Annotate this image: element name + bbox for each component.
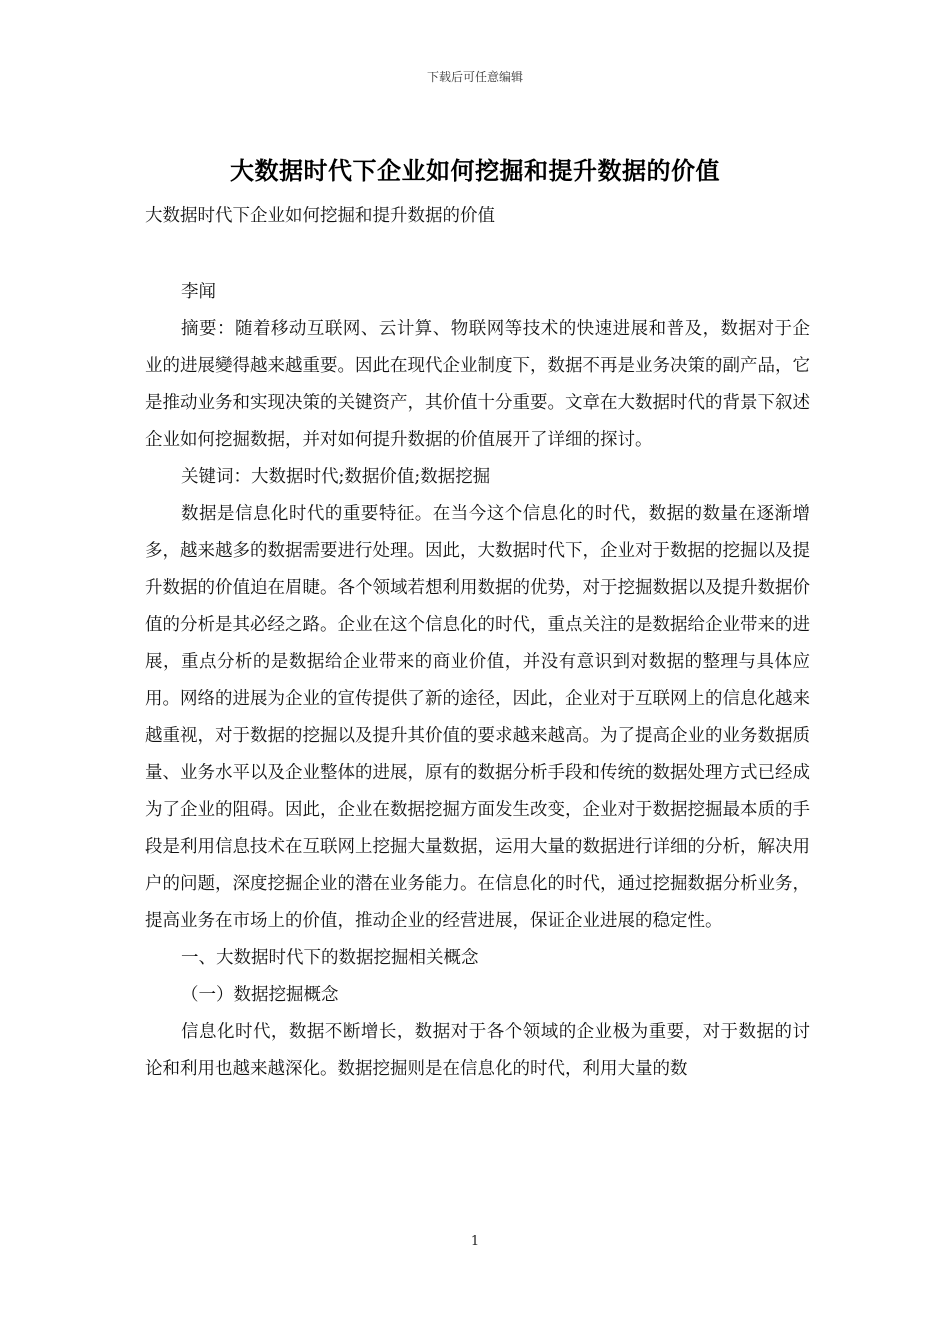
section-heading: 一、大数据时代下的数据挖掘相关概念 bbox=[181, 948, 479, 968]
keywords-line: 关键词：大数据时代;数据价值;数据挖掘 bbox=[181, 467, 491, 487]
subsection-paragraph: 信息化时代，数据不断增长，数据对于各个领域的企业极为重要，对于数据的讨论和利用也越来越深化。数据挖掘则是在信息化的时代，利用大量的数 bbox=[145, 1022, 810, 1079]
intro-paragraph: 数据是信息化时代的重要特征。在当今这个信息化的时代，数据的数量在逐渐增多，越来越多的数据需要进行处理。因此，大数据时代下，企业对于数据的挖掘以及提升数据的价值迫在眉睫。各个领域若想利用数据的优势，对于挖掘数据以及提升数据价值的分析是其必经之路。企业在这个信息化的时代，重点关注的是数据给企业带来的进展，重点分析的是数据给企业带来的商业价值，并没有意识到对数据的整理与具体应用。网络的进展为企业的宣传提供了新的途径，因此，企业对于互联网上的信息化越来越重视，对于数据的挖掘以及提升其价值的要求越来越高。为了提高企业的业务数据质量、业务水平以及企业整体的进展，原有的数据分析手段和传统的数据处理方式已经成为了企业的阻碍。因此，企业在数据挖掘方面发生改变，企业对于数据挖掘最本质的手段是利用信息技术在互联网上挖掘大量数据，运用大量的数据进行详细的分析，解决用户的问题，深度挖掘企业的潜在业务能力。在信息化的时代，通过挖掘数据分析业务，提高业务在市场上的价值，推动企业的经营进展，保证企业进展的稳定性。 bbox=[145, 504, 810, 931]
author-name: 李闻 bbox=[181, 282, 216, 302]
document-subtitle: 大数据时代下企业如何挖掘和提升数据的价值 bbox=[145, 206, 495, 226]
abstract-paragraph: 摘要：随着移动互联网、云计算、物联网等技术的快速进展和普及，数据对于企业的进展變得越来越重要。因此在现代企业制度下，数据不再是业务决策的副产品，它是推动业务和实现决策的关键资产，其价值十分重要。文章在大数据时代的背景下叙述企业如何挖掘数据，并对如何提升数据的价值展开了详细的探讨。 bbox=[145, 319, 810, 450]
subsection-heading: （一）数据挖掘概念 bbox=[181, 985, 339, 1005]
document-title: 大数据时代下企业如何挖掘和提升数据的价值 bbox=[230, 156, 720, 185]
page-number: 1 bbox=[470, 1234, 480, 1249]
document-body bbox=[145, 198, 810, 1088]
header-note: 下载后可任意编辑 bbox=[426, 70, 523, 84]
